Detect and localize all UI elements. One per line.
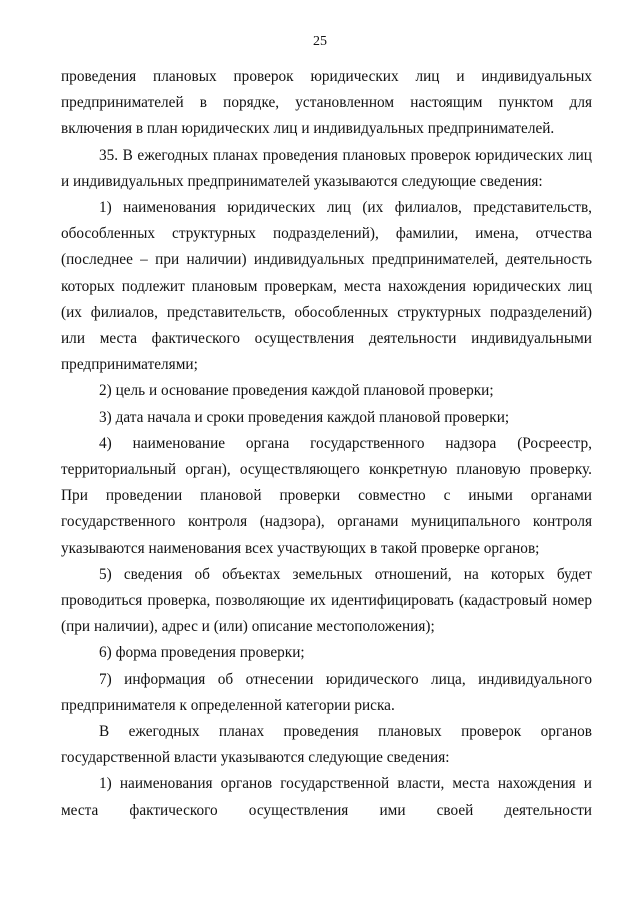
paragraph-subitem-6: 6) форма проведения проверки;	[99, 644, 305, 662]
page-number: 25	[313, 34, 327, 49]
paragraph-subitem-2: 2) цель и основание проведения каждой плановой проверки;	[99, 382, 494, 400]
paragraph-continuation: проведения плановых проверок юридических лиц и индивидуальных предпринимателей в порядке, установленном настоящим пунктом для включения в план юридических лиц и индивидуальных предпринимателей.	[61, 68, 592, 138]
paragraph-subitem-3: 3) дата начала и сроки проведения каждой плановой проверки;	[99, 408, 510, 426]
paragraph-subitem-5: 5) сведения об объектах земельных отношений, на которых будет проводиться проверка, позволяющие их идентифицировать (кадастровый номер (при наличии), адрес и (или) описание местоположения);	[61, 565, 592, 636]
paragraph-subitem-4: 4) наименование органа государственного надзора (Росреестр, территориальный орган), осуществляющего конкретную плановую проверку. При проведении плановой проверки совместно с иными органами государственного контроля (надзора), органами муниципального контроля указываются наименования всех участвующих в такой проверке органов;	[61, 434, 592, 557]
paragraph-subitem-7: 7) информация об отнесении юридического лица, индивидуального предпринимателя к определенной категории риска.	[61, 670, 592, 714]
paragraph-subitem-1: 1) наименования юридических лиц (их филиалов, представительств, обособленных структурных подразделений), фамилии, имена, отчества (последнее – при наличии) индивидуальных предпринимателей, деятельность которых подлежит плановым проверкам, места нахождения юридических лиц (их филиалов, представительств, обособленных структурных подразделений) или места фактического осуществления деятельности индивидуальными предпринимателями;	[61, 199, 592, 374]
body-text	[61, 64, 592, 824]
paragraph-government-plans: В ежегодных планах проведения плановых проверок органов государственной власти указываются следующие сведения:	[61, 723, 592, 767]
paragraph-government-subitem-1: 1) наименования органов государственной власти, места нахождения и места фактического осуществления ими своей деятельности	[61, 775, 592, 819]
paragraph-item-35: 35. В ежегодных планах проведения плановых проверок юридических лиц и индивидуальных предпринимателей указываются следующие сведения:	[61, 146, 592, 190]
